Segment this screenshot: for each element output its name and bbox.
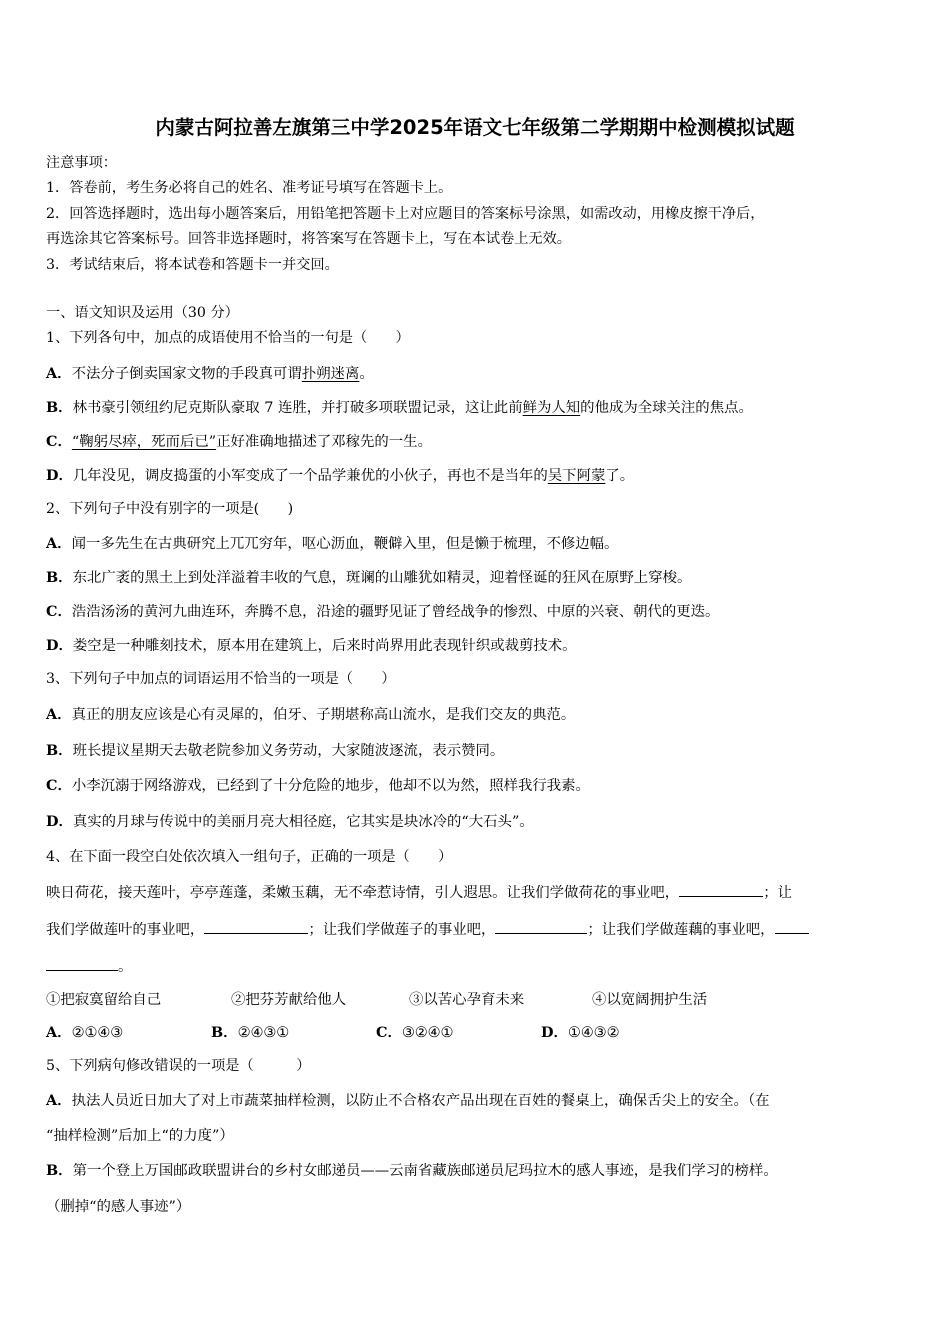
q4-option-b[interactable]: B．②④③① xyxy=(211,1024,290,1041)
underlined-idiom: 吴下阿蒙 xyxy=(547,468,606,484)
q2-option-b[interactable]: B．东北广袤的黑土上到处洋溢着丰收的气息，斑谰的山雕犹如精灵，迎着怪诞的狂风在原野上穿梭。 xyxy=(46,569,692,586)
q4-passage-line3: 。 xyxy=(46,955,132,976)
option-label: B． xyxy=(46,569,73,586)
option-label: C． xyxy=(46,433,72,450)
q1-option-c[interactable]: C．“鞠躬尽瘁，死而后已”正好准确地描述了邓稼先的一生。 xyxy=(46,433,432,450)
q4-sentence-choices xyxy=(46,988,707,1009)
choice-item: ②把芬芳献给他人 xyxy=(231,992,347,1008)
answer-blank-1[interactable] xyxy=(679,884,763,897)
underlined-idiom: “鞠躬尽瘁，死而后已” xyxy=(71,434,217,450)
option-label: C． xyxy=(46,777,72,794)
option-label: B． xyxy=(46,399,73,416)
q1-stem: 1、下列各句中，加点的成语使用不恰当的一句是（ ） xyxy=(46,330,410,346)
option-label: D． xyxy=(46,467,73,484)
option-label: A． xyxy=(46,1092,72,1109)
option-label: D． xyxy=(46,637,73,654)
notice-item-2-cont: 再选涂其它答案标号。回答非选择题时，将答案写在答题卡上，写在本试卷上无效。 xyxy=(46,231,571,247)
q3-option-c[interactable]: C．小李沉溺于网络游戏，已经到了十分危险的地步，他却不以为然，照样我行我素。 xyxy=(46,777,590,794)
q3-option-b[interactable]: B．班长提议星期天去敬老院参加义务劳动，大家随波逐流，表示赞同。 xyxy=(46,742,505,759)
choice-item: ①把寂寞留给自己 xyxy=(46,992,162,1008)
notice-item-2: 2．回答选择题时，选出每小题答案后，用铅笔把答题卡上对应题目的答案标号涂黑，如需改动，用橡皮擦干净后， xyxy=(46,206,765,222)
q4-passage-line1: 映日荷花，接天莲叶，亭亭莲蓬，柔嫩玉藕，无不牵惹诗情，引人遐思。让我们学做荷花的事业吧， ；让 xyxy=(46,885,792,901)
answer-blank-4[interactable] xyxy=(775,921,809,934)
q2-stem: 2、下列句子中没有别字的一项是( ) xyxy=(46,501,294,517)
q1-option-b[interactable]: B．林书豪引领纽约尼克斯队豪取 7 连胜，并打破多项联盟记录，这让此前鲜为人知的他成为全球关注的焦点。 xyxy=(46,399,753,416)
choice-item: ③以苦心孕育未来 xyxy=(409,992,525,1008)
q3-option-d[interactable]: D．真实的月球与传说中的美丽月亮大相径庭，它其实是块冰冷的“大石头”。 xyxy=(46,813,534,830)
q4-option-d[interactable]: D．①④③② xyxy=(541,1024,620,1041)
underlined-idiom: 鲜为人知 xyxy=(522,400,581,416)
option-label: B． xyxy=(46,1162,73,1179)
q5-option-a-cont: “抽样检测”后加上“的力度”） xyxy=(46,1128,234,1144)
q3-option-a[interactable]: A．真正的朋友应该是心有灵犀的，伯牙、子期堪称高山流水，是我们交友的典范。 xyxy=(46,706,576,723)
q4-option-c[interactable]: C．③②④① xyxy=(376,1024,454,1041)
q4-options xyxy=(46,1021,619,1042)
option-label: C． xyxy=(46,603,72,620)
q2-option-a[interactable]: A．闻一多先生在古典研究上兀兀穷年，呕心沥血，鞭僻入里，但是懒于梳理，不修边幅。 xyxy=(46,535,619,552)
q5-option-b-cont: （删掉“的感人事迹”） xyxy=(46,1199,191,1215)
section-heading: 一、语文知识及运用（30 分） xyxy=(46,305,239,321)
answer-blank-4-cont[interactable] xyxy=(46,958,118,971)
option-label: D． xyxy=(46,813,73,830)
underlined-idiom: 扑朔迷离 xyxy=(301,366,360,382)
q5-option-b[interactable]: B．第一个登上万国邮政联盟讲台的乡村女邮递员——云南省藏族邮递员尼玛拉木的感人事迹，是我们学习的榜样。 xyxy=(46,1162,778,1179)
q1-option-d[interactable]: D．几年没见，调皮捣蛋的小军变成了一个品学兼优的小伙子，再也不是当年的吴下阿蒙了。 xyxy=(46,467,635,484)
notice-item-1: 1．答卷前，考生务必将自己的姓名、准考证号填写在答题卡上。 xyxy=(46,180,453,196)
option-label: A． xyxy=(46,365,72,382)
q4-passage-line2: 我们学做莲叶的事业吧， ；让我们学做莲子的事业吧， ；让我们学做莲藕的事业吧， xyxy=(46,918,809,939)
choice-item: ④以宽阔拥护生活 xyxy=(592,992,708,1008)
answer-blank-3[interactable] xyxy=(495,921,587,934)
q4-option-a[interactable]: A．②①④③ xyxy=(46,1024,124,1041)
q2-option-c[interactable]: C．浩浩汤汤的黄河九曲连环，奔腾不息，沿途的疆野见证了曾经战争的惨烈、中原的兴衰、朝代的更迭。 xyxy=(46,603,720,620)
option-label: B． xyxy=(46,742,73,759)
notice-item-3: 3．考试结束后，将本试卷和答题卡一并交回。 xyxy=(46,257,339,273)
q4-stem: 4、在下面一段空白处依次填入一组句子，正确的一项是（ ） xyxy=(46,849,453,865)
option-label: A． xyxy=(46,535,72,552)
option-label: A． xyxy=(46,706,72,723)
q3-stem: 3、下列句子中加点的词语运用不恰当的一项是（ ） xyxy=(46,671,396,687)
answer-blank-2[interactable] xyxy=(204,921,308,934)
q5-stem: 5、下列病句修改错误的一项是（ ） xyxy=(46,1058,311,1074)
q1-option-a[interactable]: A．不法分子倒卖国家文物的手段真可谓扑朔迷离。 xyxy=(46,365,374,382)
page-title: 内蒙古阿拉善左旗第三中学2025年语文七年级第二学期期中检测模拟试题 xyxy=(155,116,795,139)
q5-option-a[interactable]: A．执法人员近日加大了对上市蔬菜抽样检测，以防止不合格农产品出现在百姓的餐桌上，确保舌尖上的安全。（在 xyxy=(46,1092,770,1109)
q2-option-d[interactable]: D．娄空是一种雕刻技术，原本用在建筑上，后来时尚界用此表现针织或裁剪技术。 xyxy=(46,637,577,654)
notice-heading: 注意事项： xyxy=(46,155,117,171)
